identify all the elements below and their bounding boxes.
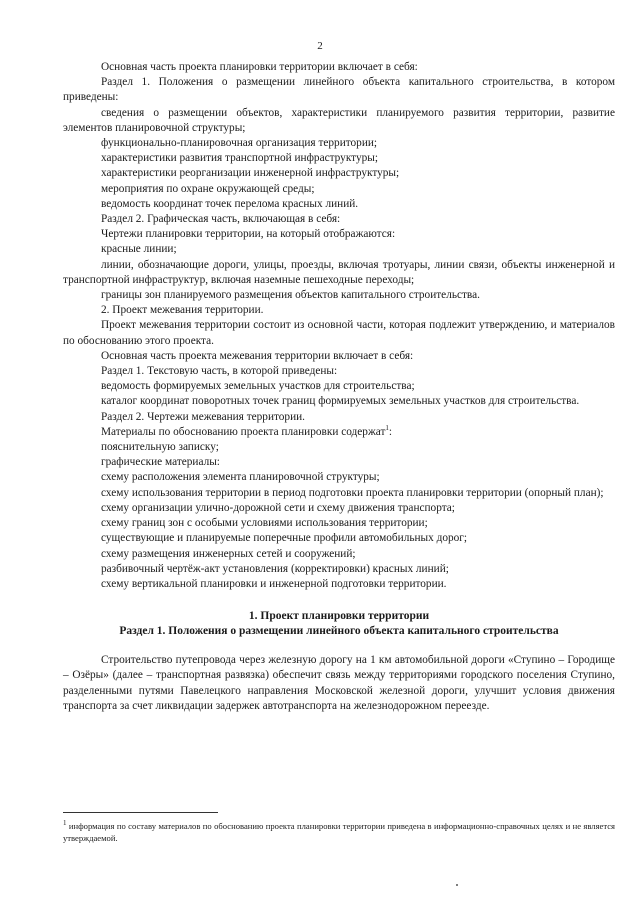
- paragraph: Чертежи планировки территории, на который отображаются:: [101, 228, 396, 241]
- paragraph: 2. Проект межевания территории.: [101, 304, 264, 317]
- footnote-marker: 1: [63, 819, 67, 828]
- paragraph: Материалы по обоснованию проекта планировки содержат$^1$:: [101, 424, 393, 438]
- page-number: 2: [317, 40, 323, 52]
- list-item: схему вертикальной планировки и инженерной подготовки территории.: [101, 577, 447, 590]
- list-item: схему размещения инженерных сетей и сооружений;: [101, 547, 356, 560]
- footnote-divider: [63, 812, 218, 813]
- list-item: существующие и планируемые поперечные профили автомобильных дорог;: [101, 532, 468, 545]
- list-item: каталог координат поворотных точек границ формируемых земельных участков для строительства.: [101, 395, 580, 408]
- subsection-heading: Раздел 1. Положения о размещении линейного объекта капитального строительства: [119, 625, 559, 638]
- list-item: характеристики развития транспортной инфраструктуры;: [101, 152, 378, 165]
- list-item: схему использования территории в период подготовки проекта планировки территории (опорный план);: [101, 486, 604, 499]
- paragraph: Раздел 2. Чертежи межевания территории.: [101, 410, 305, 423]
- footnote-marker: 1: [385, 424, 389, 433]
- paragraph: Основная часть проекта планировки территории включает в себя:: [101, 61, 418, 73]
- paragraph: Проект межевания территории состоит из основной части, которая подлежит утверждению, и материалов по обоснованию этого проекта.: [63, 319, 615, 347]
- list-item: графические материалы:: [101, 456, 220, 469]
- list-item: ведомость формируемых земельных участков для строительства;: [101, 380, 415, 393]
- list-item: разбивочный чертёж-акт установления (корректировки) красных линий;: [101, 562, 449, 575]
- paragraph: Раздел 1. Текстовую часть, в которой приведены:: [101, 365, 338, 378]
- footnote-text: информация по составу материалов по обоснованию проекта планировки территории приведена в информационно-справочных целях и не является утверждаемой.: [63, 821, 615, 843]
- section-heading: 1. Проект планировки территории: [248, 610, 430, 623]
- list-item: функционально-планировочная организация территории;: [101, 137, 378, 150]
- footnote: [63, 820, 615, 844]
- paragraph: сведения о размещении объектов, характеристики планируемого развития территории, развитие элементов планировочной структуры;: [63, 106, 615, 134]
- paragraph-text: Материалы по обоснованию проекта планировки содержат: [101, 425, 386, 438]
- paragraph: Основная часть проекта межевания территории включает в себя:: [101, 349, 414, 362]
- list-item: схему расположения элемента планировочной структуры;: [101, 471, 380, 484]
- scan-artifact: [456, 884, 458, 886]
- list-item: схему организации улично-дорожной сети и схему движения транспорта;: [101, 501, 455, 514]
- paragraph: Строительство путепровода через железную дорогу на 1 км автомобильной дороги «Ступино – Городище – Озёры» (далее – транспортная развязка) обеспечит связь между территориями городского поселения Ступино, разделенными путями Павелецкого направления Московской железной дороги, улучшит условия движения транспорта за счет ликвидации задержек автотранспорта на железнодорожном переезде.: [63, 654, 615, 712]
- list-item: мероприятия по охране окружающей среды;: [101, 182, 315, 195]
- list-item: линии, обозначающие дороги, улицы, проезды, включая тротуары, линии связи, объекты инженерной и транспортной инфраструктур, включая наземные пешеходные переходы;: [63, 258, 615, 286]
- document-body: [63, 60, 615, 714]
- list-item: ведомость координат точек перелома красных линий.: [101, 197, 359, 210]
- spacer: [63, 639, 615, 653]
- list-item: характеристики реорганизации инженерной инфраструктуры;: [101, 167, 400, 180]
- list-item: пояснительную записку;: [101, 441, 219, 454]
- list-item: границы зон планируемого размещения объектов капитального строительства.: [101, 289, 480, 302]
- paragraph: Раздел 1. Положения о размещении линейного объекта капитального строительства, в котором приведены:: [63, 76, 615, 104]
- list-item: схему границ зон с особыми условиями использования территории;: [101, 517, 428, 530]
- list-item: красные линии;: [101, 243, 177, 256]
- paragraph: Раздел 2. Графическая часть, включающая в себя:: [101, 213, 341, 226]
